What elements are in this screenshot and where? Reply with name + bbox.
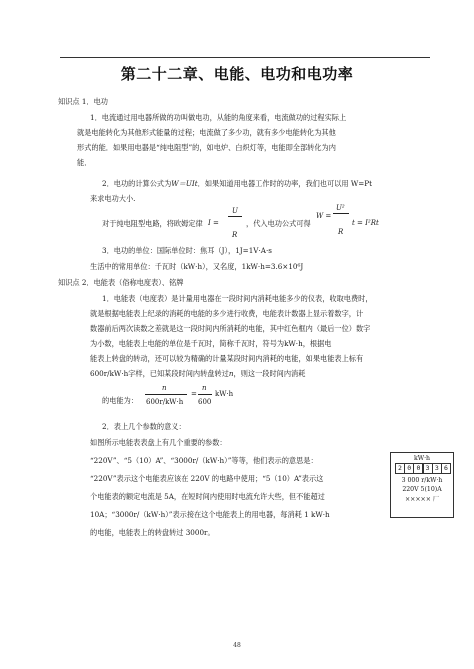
paragraph-line: 个电能表的额定电流是 5A，在短时间内使用时电流允许大些，但不能超过	[90, 492, 325, 501]
paragraph-line: 的电能为：	[102, 396, 138, 405]
fraction-bar	[198, 394, 212, 395]
paragraph-line: 的电能，电能表上的转盘转过 3000r。	[90, 528, 215, 537]
formula-label: 2．电功的计算公式为	[102, 179, 172, 188]
fraction-bar	[228, 216, 242, 217]
paragraph-line: 数器前后两次读数之差就是这一段时间内所消耗的电能，其中红色框内（最后一位）数字	[90, 324, 371, 333]
meter-unit-label: kW·h	[413, 455, 431, 462]
paragraph-line: 来求电功大小.	[90, 194, 136, 203]
paragraph-line: “220V”表示这个电能表应该在 220V 的电路中使用；“5（10）A”表示这	[90, 474, 324, 483]
paragraph-line: 如图所示电能表表盘上有几个重要的参数：	[90, 438, 227, 447]
energy-result-denominator: 600	[198, 398, 212, 406]
work-formula-lhs: W =	[316, 212, 332, 220]
meter-digit: 3	[423, 463, 433, 474]
chapter-title: 第二十二章、电能、电功和电功率	[120, 65, 354, 83]
paragraph-line: 1．电流通过用电器所做的功叫做电功，从能的角度来看，电流做功的过程实际上	[90, 113, 347, 122]
equals-sign: =	[191, 390, 197, 398]
work-formula-denominator: R	[338, 228, 344, 236]
meter-rate-text: 600r/kW·h字样，已知某段时间内转盘转过	[90, 369, 229, 378]
section-heading-1: 知识点 1．电功	[58, 97, 108, 106]
ohm-law-denominator: R	[232, 231, 238, 239]
meter-rate-rest: ，则这一段时间内消耗	[233, 369, 306, 378]
work-formula-numerator: U²	[336, 204, 345, 212]
meter-digit: 3	[432, 463, 442, 474]
meter-digit: 0	[404, 463, 414, 474]
meter-decimal-digit: 6	[441, 463, 451, 474]
paragraph-line: 能．	[77, 158, 92, 167]
paragraph-line: 就是电能转化为其他形式能量的过程；电流做了多少功，就有多少电能转化为其他	[77, 128, 336, 137]
ohm-law-lhs: I =	[208, 219, 219, 227]
fraction-bar	[333, 213, 349, 214]
paragraph-line: 形式的能．如果用电器是“纯电阻型”的，如电炉、白炽灯等，电能即全部转化为内	[77, 143, 336, 152]
energy-unit: kW·h	[215, 390, 234, 398]
work-formula-result: t = I²Rt	[352, 219, 379, 227]
meter-maker: ××××× 厂	[404, 496, 440, 503]
paragraph-line: 10A；“3000r/（kW·h）”表示接在这个电能表上的用电器，每消耗 1 kW·h	[90, 510, 330, 519]
paragraph-line: “220V”、“5（10）A”、“3000r/（kW·h）”等等，他们表示的意思是：	[90, 456, 318, 465]
ohm-law-numerator: U	[232, 207, 238, 215]
paragraph-line: 能表上转盘的转动，还可以较为精确的计量某段时间内消耗的电能，如果电能表上标有	[90, 354, 364, 363]
energy-formula-denominator: 600r/kW·h	[146, 398, 184, 406]
work-formula: W＝UIt	[171, 179, 198, 188]
header-rule	[60, 57, 430, 58]
paragraph-line: 就是根据电能表上纪录的消耗的电能的多少进行收费，电能表计数器上显示着数字，计	[90, 309, 364, 318]
paragraph-line: 1．电能表（电度表）是计量用电器在一段时间内消耗电能多少的仪表，收取电费时，	[102, 294, 373, 303]
paragraph-line: 2．表上几个参数的意义：	[102, 422, 186, 431]
paragraph-line: 生活中的常用单位：千瓦时（kW·h），又名度，1kW·h=3.6×10⁶J	[90, 262, 304, 271]
paragraph-line: 为小数，电能表上电能的单位是千瓦时，简称千瓦时，符号为kW·h，根据电	[90, 339, 332, 348]
meter-counter	[395, 463, 450, 474]
energy-result-numerator: n	[202, 384, 207, 392]
paragraph-line	[90, 369, 305, 378]
electricity-meter-figure	[390, 452, 454, 518]
paragraph-line: 对于纯电阻型电路，将欧姆定律	[102, 219, 203, 228]
paragraph-line: 3．电功的单位：国际单位时：焦耳（J），1J=1V·A·s	[102, 246, 272, 255]
energy-formula-numerator: n	[162, 384, 167, 392]
revolutions-symbol: n	[228, 369, 234, 378]
section-heading-2: 知识点 2．电能表（俗称电度表）、铭牌	[58, 278, 184, 287]
meter-digit: 2	[395, 463, 405, 474]
formula-rest: ．如果知道用电器工作时的功率，我们也可以用 W=Pt	[197, 179, 372, 188]
meter-rev-rate: 3 000 r/kW·h	[401, 477, 443, 484]
fraction-bar	[145, 394, 187, 395]
paragraph-line: ，代入电功公式可得	[246, 219, 311, 228]
meter-digit: 0	[413, 463, 423, 474]
paragraph-line	[102, 179, 372, 188]
meter-rating: 220V 5(10)A	[402, 486, 442, 493]
page-number: 48	[233, 642, 241, 649]
